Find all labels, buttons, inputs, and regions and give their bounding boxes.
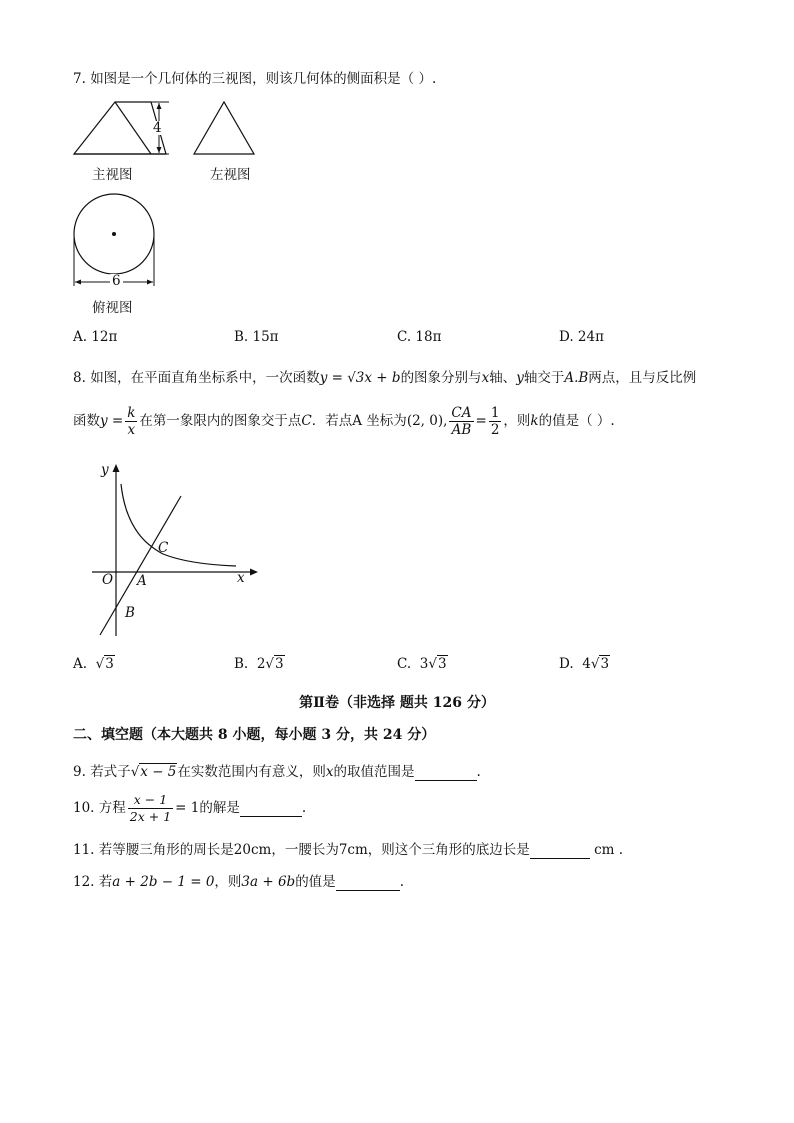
q9-text: 的取值范围是 [333,764,415,780]
height-arrow-top [157,103,162,109]
q9-answer-blank[interactable] [415,764,477,781]
q8-graph [88,458,268,640]
q8-text: 轴、 [489,370,517,386]
q12 [73,870,404,891]
q8-func2-frac [125,405,137,438]
q11-text: ，则这个三角形的底边长是 [367,842,530,858]
q11-leg: 7cm [338,842,368,858]
option-sqrt: √3 [590,656,610,672]
q11-answer-blank[interactable] [530,842,590,859]
q9-end: . [476,764,481,780]
q8-text: 如图，在平面直角坐标系中，一次函数 [90,370,320,386]
option-sqrt: √3 [95,656,114,672]
q10-number: 10. [73,800,95,816]
q8-line2 [73,405,615,438]
q9-text: 在实数范围内有意义，则 [177,764,326,780]
q8-coord: (2, 0), [406,413,448,429]
q7-top-label: 俯视图 [92,300,133,316]
q7-diameter-label: 6 [112,273,121,289]
q8-linear-function: y = √3x + b [319,370,401,386]
q8-option-c[interactable] [397,656,448,672]
q9-text: 若式子 [90,764,131,780]
q12-expr2: 3a + 6b [241,874,296,890]
q7-front-label: 主视图 [92,167,133,183]
q10 [73,792,306,825]
q8-text: ，则 [503,413,531,429]
graph-label-y: y [101,462,109,478]
frac-num: 1 [490,405,500,421]
q7-option-b[interactable]: B. 15π [234,329,279,345]
option-sqrt: √3 [428,656,447,672]
diameter-arrow-right [147,280,153,285]
q12-text: 若 [98,874,113,890]
q8-point-c: C [301,413,312,429]
q9-sqrt: √x − 5 [130,764,177,780]
graph-label-o: O [102,572,114,588]
q11-end: . [618,842,624,858]
q8-option-a[interactable] [73,656,115,672]
q8-eq: = [475,413,487,429]
graph-label-x: x [237,570,245,586]
option-letter: C. [397,656,412,672]
q10-text: 方程 [98,800,126,816]
q8-k: k [530,413,539,429]
radicand: x − 5 [140,764,177,780]
left-view-triangle [194,102,254,154]
q8-text: ．若点A 坐标为 [311,413,407,429]
y-axis-arrow [113,464,120,472]
frac-den: 2x + 1 [129,809,172,824]
radicand: 3 [275,656,284,672]
q8-number: 8. [73,370,86,386]
option-letter: D. [559,656,574,672]
q8-func2-lhs: y = [100,413,124,429]
option-coef: 4 [582,656,591,672]
q12-answer-blank[interactable] [336,874,400,891]
section2-title: 二、填空题（本大题共 8 小题，每小题 3 分，共 24 分） [73,727,436,743]
q7-stem-text: 如图是一个几何体的三视图，则该几何体的侧面积是（ ）. [90,71,437,87]
linear-function-line [100,496,181,635]
q12-text: 的值是 [295,874,336,890]
q7-left-label: 左视图 [210,167,251,183]
frac-num: CA [451,405,472,421]
q7-option-a[interactable]: A. 12π [73,329,118,345]
option-letter: B. [234,656,249,672]
q7-height-label: 4 [153,120,162,136]
hyperbola-curve [121,484,236,566]
q10-answer-blank[interactable] [240,800,302,817]
q8-text: 函数 [73,413,100,429]
part2-title: 第Ⅱ卷（非选择 题共 126 分） [299,695,495,711]
q9-x: x [325,764,334,780]
q7-option-c[interactable]: C. 18π [397,329,442,345]
height-arrow-bottom [157,147,162,153]
q8-text: 两点，且与反比例 [588,370,697,386]
q11 [73,838,623,859]
option-sqrt: √3 [265,656,284,672]
q9-number: 9. [73,764,86,780]
graph-label-c: C [158,540,169,556]
q10-end: . [301,800,307,816]
q11-number: 11. [73,842,95,858]
q9 [73,760,481,781]
q11-perimeter: 20cm [233,842,272,858]
q8-option-b[interactable] [234,656,285,672]
q12-text: ，则 [214,874,242,890]
q7-front-view [70,96,180,158]
q12-expr: a + 2b − 1 = 0 [112,874,215,890]
frac-num: k [127,405,136,421]
graph-label-b: B [125,605,135,621]
frac-den: 2 [490,422,500,438]
q12-number: 12. [73,874,95,890]
q8-half-frac [489,405,502,438]
q8-line1 [73,366,696,386]
q11-text: ，一腰长为 [271,842,339,858]
q7-number: 7. [73,71,86,87]
q8-text: 轴交于 [523,370,565,386]
q7-stem [73,67,436,87]
q8-text: 的图象分别与 [400,370,482,386]
q10-eq: = 1 [175,800,200,816]
q8-x-var: x [481,370,490,386]
radicand: 3 [105,656,114,672]
x-axis-arrow [250,569,258,576]
q8-option-d[interactable] [559,656,610,672]
q7-left-view [190,96,270,158]
q8-text: 在第一象限内的图象交于点 [139,413,302,429]
diameter-arrow-left [75,280,81,285]
option-coef: 3 [419,656,429,672]
q12-end: . [399,874,404,890]
graph-label-a: A [137,573,147,589]
q10-text: 的解是 [199,800,240,816]
top-view-center-dot [112,232,116,236]
q8-points-ab: A.B [564,370,589,386]
front-view-inner-edge [115,102,151,154]
option-letter: A. [73,656,88,672]
q11-text: 若等腰三角形的周长是 [98,842,234,858]
frac-num: x − 1 [128,792,173,809]
radicand: 3 [437,656,447,672]
option-coef: 2 [256,656,266,672]
q8-y-var: y [516,370,524,386]
q8-ratio-frac [449,405,473,438]
q11-unit: cm [594,842,615,858]
radicand: 3 [600,656,610,672]
q7-option-d[interactable]: D. 24π [559,329,604,345]
q8-text: 的值是（ ）. [538,413,615,429]
q10-frac [128,792,173,825]
frac-den: x [127,422,136,438]
frac-den: AB [451,422,472,438]
